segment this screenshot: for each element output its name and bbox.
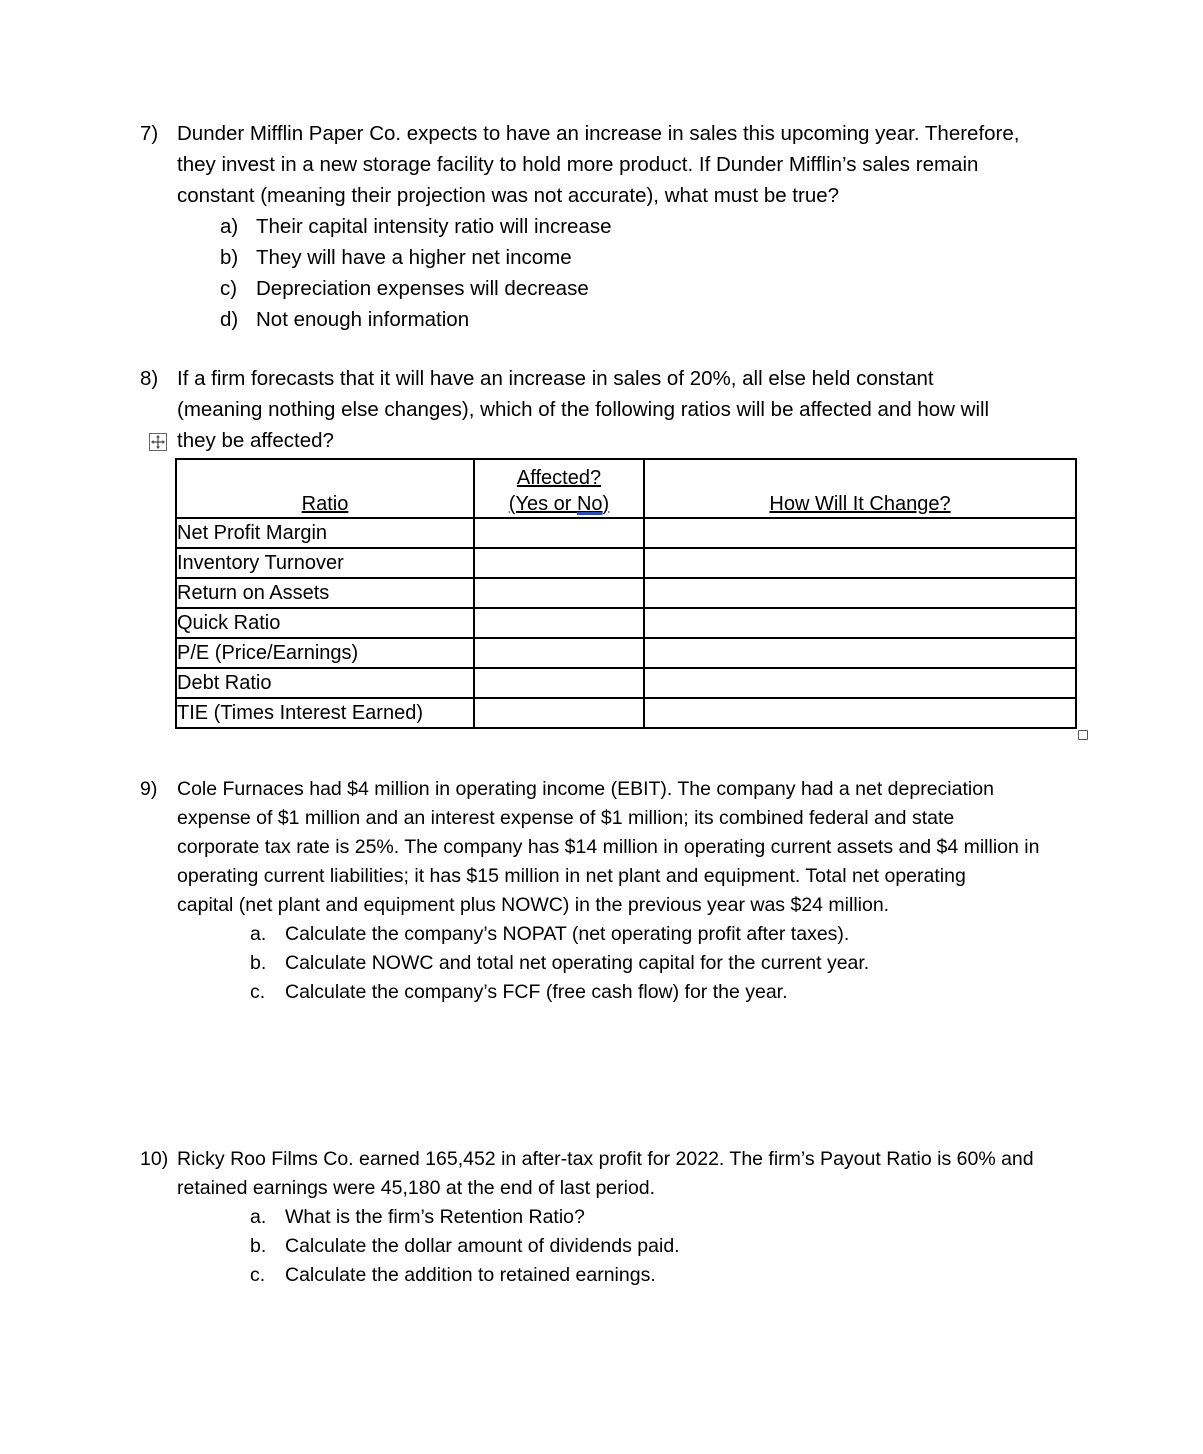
change-cell[interactable] <box>644 638 1076 668</box>
table-row <box>176 548 1076 578</box>
ratio-name: Quick Ratio <box>176 608 474 638</box>
question-9 <box>140 775 1100 1007</box>
change-cell[interactable] <box>644 698 1076 728</box>
question-10 <box>140 1145 1100 1290</box>
question-9-line <box>140 804 1100 833</box>
table-move-handle-icon[interactable] <box>149 433 167 451</box>
question-7-line <box>140 180 1100 211</box>
ratio-name: Inventory Turnover <box>176 548 474 578</box>
sub-question-a <box>140 920 1100 949</box>
affected-cell[interactable] <box>474 668 644 698</box>
sub-letter: a. <box>250 923 267 945</box>
sub-text: Calculate the addition to retained earnings. <box>285 1264 656 1286</box>
header-affected-no: No <box>576 493 603 515</box>
question-number: 9) <box>140 778 158 800</box>
question-text: retained earnings were 45,180 at the end of last period. <box>177 1177 656 1199</box>
table-row <box>176 518 1076 548</box>
sub-letter: c. <box>250 981 266 1003</box>
table-row <box>176 638 1076 668</box>
change-cell[interactable] <box>644 608 1076 638</box>
question-7-line <box>140 149 1100 180</box>
question-8-line <box>140 394 1100 425</box>
question-7-line <box>140 118 1100 149</box>
question-9-line <box>140 862 1100 891</box>
question-text: capital (net plant and equipment plus NOWC) in the previous year was $24 million. <box>177 894 890 916</box>
affected-cell[interactable] <box>474 698 644 728</box>
change-cell[interactable] <box>644 518 1076 548</box>
table-row <box>176 578 1076 608</box>
ratio-name: TIE (Times Interest Earned) <box>176 698 474 728</box>
sub-text: What is the firm’s Retention Ratio? <box>285 1206 585 1228</box>
header-ratio: Ratio <box>176 459 474 518</box>
option-text: Their capital intensity ratio will increase <box>256 215 612 238</box>
question-number: 10) <box>140 1148 169 1170</box>
header-affected-line2 <box>475 491 643 517</box>
question-10-line <box>140 1145 1100 1174</box>
option-letter: c) <box>220 277 238 300</box>
table-row <box>176 668 1076 698</box>
question-text: Ricky Roo Films Co. earned 165,452 in after-tax profit for 2022. The firm’s Payout Ratio is 60% and <box>177 1148 1034 1170</box>
header-how-change: How Will It Change? <box>644 459 1076 518</box>
question-text: Dunder Mifflin Paper Co. expects to have an increase in sales this upcoming year. Therefore, <box>177 122 1020 145</box>
question-text: Cole Furnaces had $4 million in operating income (EBIT). The company had a net depreciation <box>177 778 994 800</box>
question-8-line <box>140 425 1100 456</box>
ratio-name: Net Profit Margin <box>176 518 474 548</box>
affected-cell[interactable] <box>474 638 644 668</box>
header-affected <box>474 459 644 518</box>
affected-cell[interactable] <box>474 548 644 578</box>
question-number: 7) <box>140 122 159 145</box>
question-number: 8) <box>140 367 159 390</box>
answer-option-d <box>140 304 1100 335</box>
question-text: they invest in a new storage facility to hold more product. If Dunder Mifflin’s sales remain <box>177 153 979 176</box>
change-cell[interactable] <box>644 578 1076 608</box>
question-text: they be affected? <box>177 429 334 452</box>
answer-option-c <box>140 273 1100 304</box>
option-letter: a) <box>220 215 239 238</box>
ratio-table <box>175 458 1077 729</box>
sub-letter: a. <box>250 1206 267 1228</box>
question-9-line <box>140 891 1100 920</box>
ratio-name: P/E (Price/Earnings) <box>176 638 474 668</box>
question-8 <box>140 363 1100 456</box>
table-row <box>176 698 1076 728</box>
sub-question-b <box>140 1232 1100 1261</box>
header-affected-line1: Affected? <box>516 467 602 489</box>
question-text: If a firm forecasts that it will have an increase in sales of 20%, all else held constant <box>177 367 934 390</box>
sub-question-c <box>140 1261 1100 1290</box>
question-7 <box>140 118 1100 335</box>
change-cell[interactable] <box>644 548 1076 578</box>
table-row <box>176 608 1076 638</box>
option-text: They will have a higher net income <box>256 246 572 269</box>
option-text: Not enough information <box>256 308 470 331</box>
sub-letter: b. <box>250 1235 267 1257</box>
question-text: corporate tax rate is 25%. The company has $14 million in operating current assets and $4 million in <box>177 836 1040 858</box>
sub-text: Calculate the company’s NOPAT (net operating profit after taxes). <box>285 923 850 945</box>
sub-letter: b. <box>250 952 267 974</box>
sub-text: Calculate the company’s FCF (free cash flow) for the year. <box>285 981 788 1003</box>
option-letter: b) <box>220 246 239 269</box>
affected-cell[interactable] <box>474 518 644 548</box>
question-text: operating current liabilities; it has $15 million in net plant and equipment. Total net operating <box>177 865 966 887</box>
question-text: (meaning nothing else changes), which of the following ratios will be affected and how will <box>177 398 990 421</box>
header-affected-text: (Yes or <box>508 493 577 515</box>
ratio-name: Debt Ratio <box>176 668 474 698</box>
affected-cell[interactable] <box>474 578 644 608</box>
option-letter: d) <box>220 308 239 331</box>
ratio-name: Return on Assets <box>176 578 474 608</box>
question-8-line <box>140 363 1100 394</box>
option-text: Depreciation expenses will decrease <box>256 277 589 300</box>
table-resize-handle-icon[interactable] <box>1078 730 1088 740</box>
sub-question-a <box>140 1203 1100 1232</box>
question-9-line <box>140 775 1100 804</box>
sub-text: Calculate NOWC and total net operating capital for the current year. <box>285 952 870 974</box>
sub-text: Calculate the dollar amount of dividends paid. <box>285 1235 680 1257</box>
sub-question-b <box>140 949 1100 978</box>
table-header-row <box>176 459 1076 518</box>
sub-letter: c. <box>250 1264 266 1286</box>
question-9-line <box>140 833 1100 862</box>
change-cell[interactable] <box>644 668 1076 698</box>
sub-question-c <box>140 978 1100 1007</box>
affected-cell[interactable] <box>474 608 644 638</box>
answer-option-a <box>140 211 1100 242</box>
header-affected-paren: ) <box>602 493 610 515</box>
question-text: expense of $1 million and an interest expense of $1 million; its combined federal and state <box>177 807 955 829</box>
question-text: constant (meaning their projection was not accurate), what must be true? <box>177 184 840 207</box>
answer-option-b <box>140 242 1100 273</box>
question-10-line <box>140 1174 1100 1203</box>
